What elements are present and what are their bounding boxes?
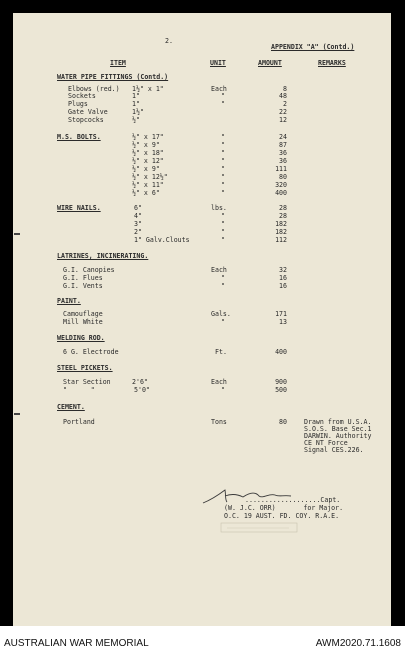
signature-line: ...................Capt.: [245, 496, 341, 504]
welding-unit: Ft.: [215, 348, 227, 356]
row-amount: 16: [279, 282, 287, 290]
row-item: Star Section: [63, 378, 111, 386]
row-size: ½" x 12": [132, 157, 164, 165]
row-amount: 36: [279, 157, 287, 165]
row-unit: ": [221, 318, 225, 326]
signatory-unit: O.C. 19 AUST. FD. COY. R.A.E.: [224, 512, 340, 520]
row-item: " ": [63, 386, 95, 394]
row-unit: Gals.: [211, 310, 231, 318]
row-unit: ": [221, 149, 225, 157]
row-size: 1½" x 1": [132, 85, 164, 93]
row-item: Gate Valve: [68, 108, 108, 116]
row-item: G.I. Canopies: [63, 266, 115, 274]
row-amount: 182: [275, 228, 287, 236]
row-amount: 36: [279, 149, 287, 157]
row-amount: 28: [279, 204, 287, 212]
row-amount: 400: [275, 189, 287, 197]
row-size: ½" x 9": [132, 141, 160, 149]
row-unit: Each: [211, 266, 227, 274]
row-size: 1": [132, 92, 140, 100]
row-unit: ": [221, 386, 225, 394]
signatory-name: (W. J.C. ORR) for Major.: [224, 504, 344, 512]
row-size: 6": [134, 204, 142, 212]
header-unit: UNIT: [210, 59, 226, 67]
section-steel-pickets: STEEL PICKETS.: [57, 364, 113, 372]
row-amount: 8: [283, 85, 287, 93]
footer-bar: [0, 626, 405, 653]
row-size: 1½": [132, 108, 144, 116]
row-unit: ": [221, 189, 225, 197]
header-remarks: REMARKS: [318, 59, 346, 67]
row-amount: 12: [279, 116, 287, 124]
punch-mark: [14, 233, 20, 235]
section-latrines: LATRINES, INCINERATING.: [57, 252, 149, 260]
row-amount: 22: [279, 108, 287, 116]
document-page: [13, 13, 391, 626]
row-unit: ": [221, 92, 225, 100]
row-item: Mill White: [63, 318, 103, 326]
row-size: ½" x 6": [132, 189, 160, 197]
row-size: ½" x 12½": [132, 173, 168, 181]
cement-unit: Tons: [211, 418, 227, 426]
row-size: 1" Galv.Clouts: [134, 236, 190, 244]
row-amount: 500: [275, 386, 287, 394]
remarks-line: S.O.S. Base Sec.1: [304, 425, 372, 433]
section-paint: PAINT.: [57, 297, 81, 305]
row-item: G.I. Flues: [63, 274, 103, 282]
row-amount: 48: [279, 92, 287, 100]
punch-mark: [14, 413, 20, 415]
row-amount: 16: [279, 274, 287, 282]
row-amount: 111: [275, 165, 287, 173]
row-unit: ": [221, 274, 225, 282]
row-amount: 182: [275, 220, 287, 228]
row-amount: 171: [275, 310, 287, 318]
footer-institution: AUSTRALIAN WAR MEMORIAL: [4, 638, 149, 649]
header-item: ITEM: [110, 59, 126, 67]
row-size: 1": [132, 100, 140, 108]
cement-amount: 80: [279, 418, 287, 426]
row-unit: Each: [211, 85, 227, 93]
remarks-line: Drawn from U.S.A.: [304, 418, 372, 426]
row-unit: ": [221, 236, 225, 244]
remarks-line: DARWIN. Authority: [304, 432, 372, 440]
welding-item: 6 G. Electrode: [63, 348, 119, 356]
row-amount: 900: [275, 378, 287, 386]
row-amount: 320: [275, 181, 287, 189]
row-unit: ": [221, 133, 225, 141]
row-amount: 28: [279, 212, 287, 220]
row-unit: ": [221, 173, 225, 181]
row-unit: ": [221, 220, 225, 228]
row-item: Elbows (red.): [68, 85, 120, 93]
row-unit: lbs.: [211, 204, 227, 212]
row-amount: 87: [279, 141, 287, 149]
footer-accession: AWM2020.71.1608: [315, 638, 401, 649]
row-size: 3": [134, 220, 142, 228]
row-size: ½" x 9": [132, 165, 160, 173]
row-amount: 2: [283, 100, 287, 108]
header-amount: AMOUNT: [258, 59, 282, 67]
row-item: Stopcocks: [68, 116, 104, 124]
row-size: ½": [132, 116, 140, 124]
row-unit: ": [221, 228, 225, 236]
row-item: Plugs: [68, 100, 88, 108]
faint-stamp: [219, 521, 299, 535]
row-item: Camouflage: [63, 310, 103, 318]
section-water-pipe: WATER PIPE FITTINGS (Contd.): [57, 73, 169, 81]
row-item: G.I. Vents: [63, 282, 103, 290]
row-unit: ": [221, 282, 225, 290]
row-item: Sockets: [68, 92, 96, 100]
remarks-line: Signal CES.226.: [304, 446, 364, 454]
row-size: 2": [134, 228, 142, 236]
section-welding: WELDING ROD.: [57, 334, 105, 342]
row-size: ½" x 11": [132, 181, 164, 189]
row-unit: ": [221, 181, 225, 189]
row-unit: ": [221, 141, 225, 149]
row-size: 4": [134, 212, 142, 220]
row-size: ½" x 17": [132, 133, 164, 141]
remarks-line: CE NT Force: [304, 439, 348, 447]
welding-amount: 400: [275, 348, 287, 356]
section-wire-nails: WIRE NAILS.: [57, 204, 101, 212]
row-size: 2'6": [132, 378, 148, 386]
row-size: ½" x 18": [132, 149, 164, 157]
section-cement: CEMENT.: [57, 403, 85, 411]
row-unit: ": [221, 165, 225, 173]
row-unit: ": [221, 157, 225, 165]
section-ms-bolts: M.S. BOLTS.: [57, 133, 101, 141]
row-amount: 112: [275, 236, 287, 244]
row-unit: ": [221, 100, 225, 108]
row-amount: 32: [279, 266, 287, 274]
row-amount: 24: [279, 133, 287, 141]
row-amount: 80: [279, 173, 287, 181]
row-size: 5'0": [134, 386, 150, 394]
cement-item: Portland: [63, 418, 95, 426]
row-unit: ": [221, 212, 225, 220]
row-amount: 13: [279, 318, 287, 326]
appendix-title: APPENDIX "A" (Contd.): [271, 43, 355, 51]
page-number: 2.: [165, 37, 173, 45]
row-unit: Each: [211, 378, 227, 386]
